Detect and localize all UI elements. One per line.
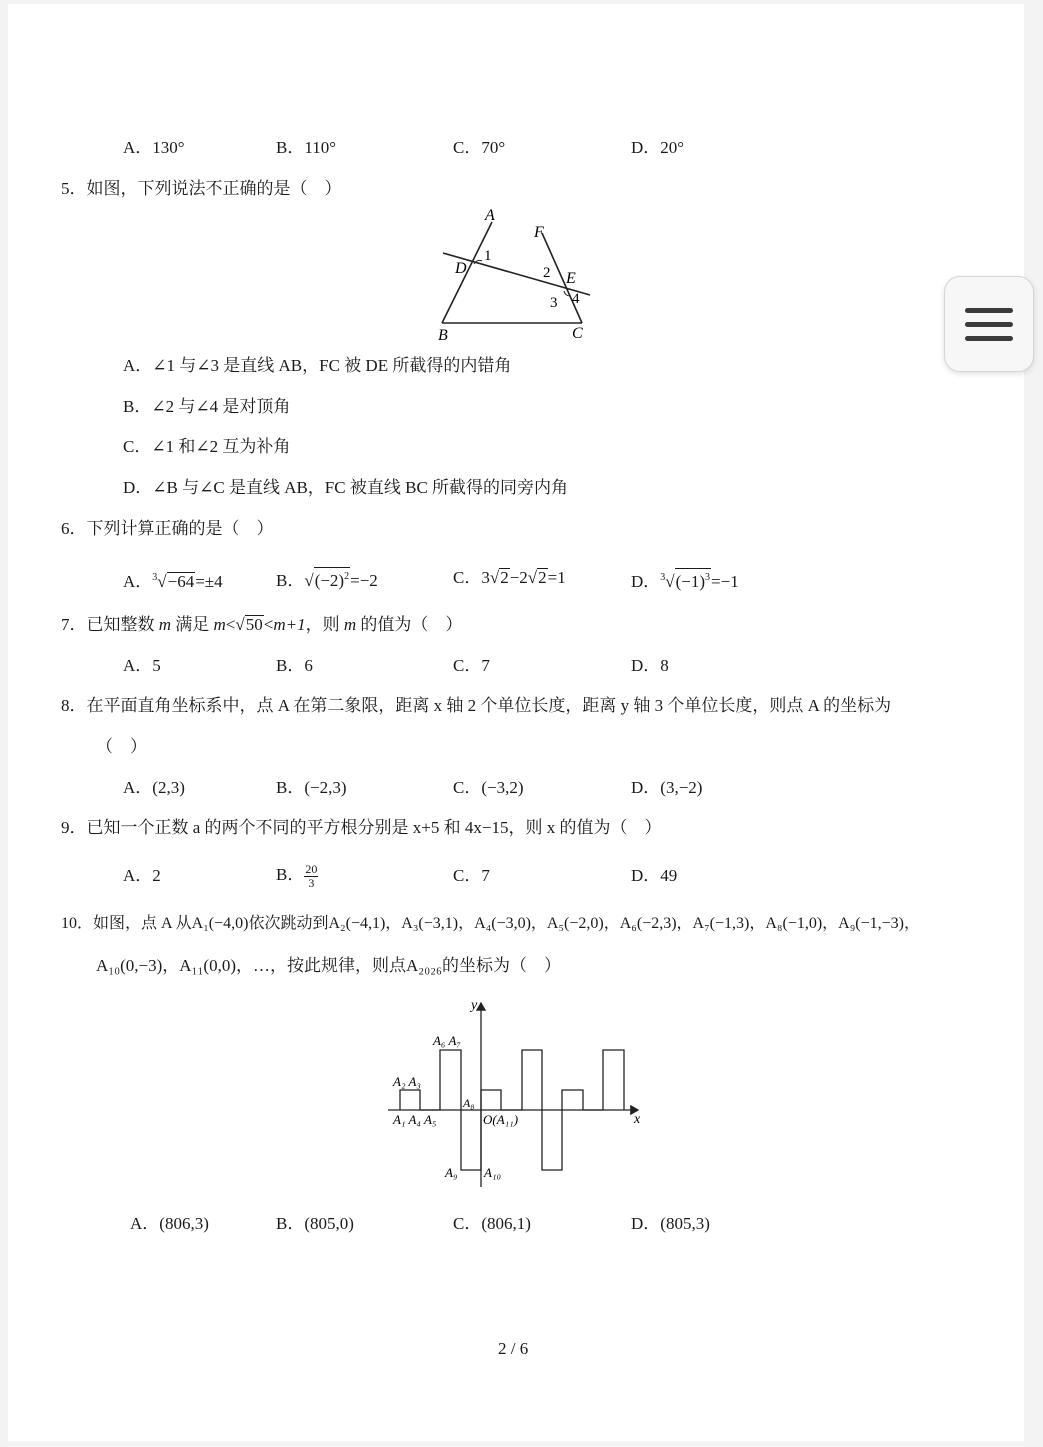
line-ab xyxy=(442,222,492,323)
q5-figure xyxy=(430,205,605,345)
q6-c-label: C． xyxy=(453,568,482,587)
q6-d-radicand-group xyxy=(675,568,711,591)
q5-option-a: A．∠1 与∠3 是直线 AB，FC 被 DE 所截得的内错角 xyxy=(123,356,512,375)
q10-stem-line2: A₁₀(0,−3)，A₁₁(0,0)，…，按此规律，则点A₂₀₂₆的坐标为（ ） xyxy=(96,956,561,975)
q7-m-2: m xyxy=(213,615,226,634)
q6-b-rhs: =−2 xyxy=(350,571,378,590)
q10-option-a: A．(806,3) xyxy=(130,1214,209,1233)
label-angle-3: 3 xyxy=(550,295,558,311)
q5-option-d: D．∠B 与∠C 是直线 AB，FC 被直线 BC 所截得的同旁内角 xyxy=(123,478,569,497)
q8-option-a: A．(2,3) xyxy=(123,778,185,797)
label-origin: O(A₁₁) xyxy=(483,1112,519,1127)
menu-icon-bar xyxy=(965,308,1013,313)
q6-c-rad1: 2 xyxy=(500,568,509,587)
q8-option-c: C．(−3,2) xyxy=(453,778,524,797)
menu-icon-bar xyxy=(965,336,1013,341)
q6-b-label: B． xyxy=(276,571,305,590)
q4-option-c: C．70° xyxy=(453,138,506,157)
q9-option-c: C．7 xyxy=(453,866,490,885)
label-a9: A₉ xyxy=(445,1165,458,1180)
q6-c-rad2: 2 xyxy=(538,568,547,587)
q5-option-c: C．∠1 和∠2 互为补角 xyxy=(123,437,291,456)
q8-option-d: D．(3,−2) xyxy=(631,778,703,797)
q7-lt: < xyxy=(225,615,236,634)
q6-b-radicand-group xyxy=(314,567,350,590)
label-a2-a3: A₂ A₃ xyxy=(393,1074,421,1089)
q9-option-d: D．49 xyxy=(631,866,678,885)
q9-option-b xyxy=(276,860,318,890)
q7-option-c: C．7 xyxy=(453,656,490,675)
q9-fraction xyxy=(304,863,318,890)
q10-figure xyxy=(383,995,648,1195)
q9-fraction-den: 3 xyxy=(308,875,315,890)
label-a8: A₈ xyxy=(463,1096,475,1110)
q7-option-a: A．5 xyxy=(123,656,161,675)
label-angle-2: 2 xyxy=(543,265,551,281)
page-number: 2 / 6 xyxy=(498,1339,529,1358)
q9-fraction-num: 20 xyxy=(305,861,318,876)
q7-m-plus: m+1 xyxy=(273,615,306,634)
q5-option-b: B．∠2 与∠4 是对顶角 xyxy=(123,397,291,416)
q10-stem-line1: 10．如图，点 A 从A₁(−4,0)依次跳动到A₂(−4,1)，A₃(−3,1)，A₄(−3,0)，A₅(−2,0)，A₆(−2,3)，A₇(−1,3)，A₈(−1,0)，A₉(−1,−3)， xyxy=(61,915,921,932)
q6-d-rhs: =−1 xyxy=(711,572,739,591)
q7-m-3: m xyxy=(343,615,357,634)
q4-option-d: D．20° xyxy=(631,138,685,157)
label-a10: A₁₀ xyxy=(484,1165,501,1180)
q10-option-b: B．(805,0) xyxy=(276,1214,354,1233)
label-y: y xyxy=(471,998,478,1013)
q6-c-rhs: =1 xyxy=(547,568,566,587)
hamburger-menu-button[interactable] xyxy=(944,276,1034,372)
q6-option-a: A．$^3$√−64=±4 xyxy=(123,572,223,591)
q6-a-radicand: −64 xyxy=(167,572,195,591)
q6-c-mid: −2 xyxy=(509,568,528,587)
q6-d-radicand: (−1) xyxy=(675,572,706,591)
q6-option-b: B．$√(-2)^2=-2$ xyxy=(276,567,378,592)
q9-stem: 9．已知一个正数 a 的两个不同的平方根分别是 x+5 和 4x−15，则 x 的值为（ ） xyxy=(61,818,662,837)
q7-option-d: D．8 xyxy=(631,656,669,675)
menu-icon-bar xyxy=(965,322,1013,327)
q7-stem-mid2: < xyxy=(263,615,274,634)
q7-option-b: B．6 xyxy=(276,656,313,675)
q4-option-a: A．130° xyxy=(123,138,185,157)
q7-stem-mid3: ，则 xyxy=(305,615,344,634)
label-a1-a4-a5: A₁ A₄ A₅ xyxy=(393,1112,437,1127)
q7-m: m xyxy=(158,615,172,634)
label-angle-4: 4 xyxy=(572,291,580,307)
q6-b-exp: 2 xyxy=(344,571,350,582)
q6-d-exp: 3 xyxy=(705,572,711,583)
label-e: E xyxy=(566,270,576,287)
q10-option-c: C．(806,1) xyxy=(453,1214,531,1233)
q4-option-b: B．110° xyxy=(276,138,337,157)
q10-option-d: D．(805,3) xyxy=(631,1214,710,1233)
q8-option-b: B．(−2,3) xyxy=(276,778,347,797)
q6-option-d: D．$^3√(-1)^3=-1$ xyxy=(631,567,739,593)
q7-radicand: 50 xyxy=(245,615,263,634)
q6-c-coef1: 3 xyxy=(481,568,490,587)
q5-stem: 5．如图，下列说法不正确的是（ ） xyxy=(61,179,342,198)
q9-option-b-label: B． xyxy=(276,865,305,884)
label-d: D xyxy=(455,260,467,277)
q7-stem: 7．已知整数 m 满足 m<√50<m+1，则 m 的值为（ ） xyxy=(61,615,463,634)
q6-d-label: D． xyxy=(631,572,661,591)
q6-a-rhs: =±4 xyxy=(195,572,223,591)
q6-b-radicand: (−2) xyxy=(314,571,345,590)
label-f: F xyxy=(534,224,544,241)
q9-option-a: A．2 xyxy=(123,866,161,885)
label-a: A xyxy=(485,207,495,224)
label-x: x xyxy=(634,1112,641,1127)
q6-d-index: 3 xyxy=(660,572,666,583)
q6-option-c: C．3√2−2√2=1 xyxy=(453,568,566,587)
label-b: B xyxy=(438,327,448,344)
label-a6-a7: A₆ A₇ xyxy=(433,1033,461,1048)
q8-stem-line1: 8．在平面直角坐标系中，点 A 在第二象限，距离 x 轴 2 个单位长度，距离 y 轴 3 个单位长度，则点 A 的坐标为 xyxy=(61,696,892,715)
q6-a-label: A． xyxy=(123,572,153,591)
q8-stem-line2: （ ） xyxy=(96,737,147,756)
label-angle-1: 1 xyxy=(484,248,492,264)
q7-stem-end: 的值为（ ） xyxy=(356,615,463,634)
q7-stem-pre: 7．已知整数 xyxy=(61,615,159,634)
q7-stem-mid1: 满足 xyxy=(171,615,214,634)
q6-stem: 6．下列计算正确的是（ ） xyxy=(61,519,274,538)
jump-path xyxy=(400,1050,624,1170)
q6-a-index: 3 xyxy=(152,572,158,583)
label-c: C xyxy=(572,325,583,342)
